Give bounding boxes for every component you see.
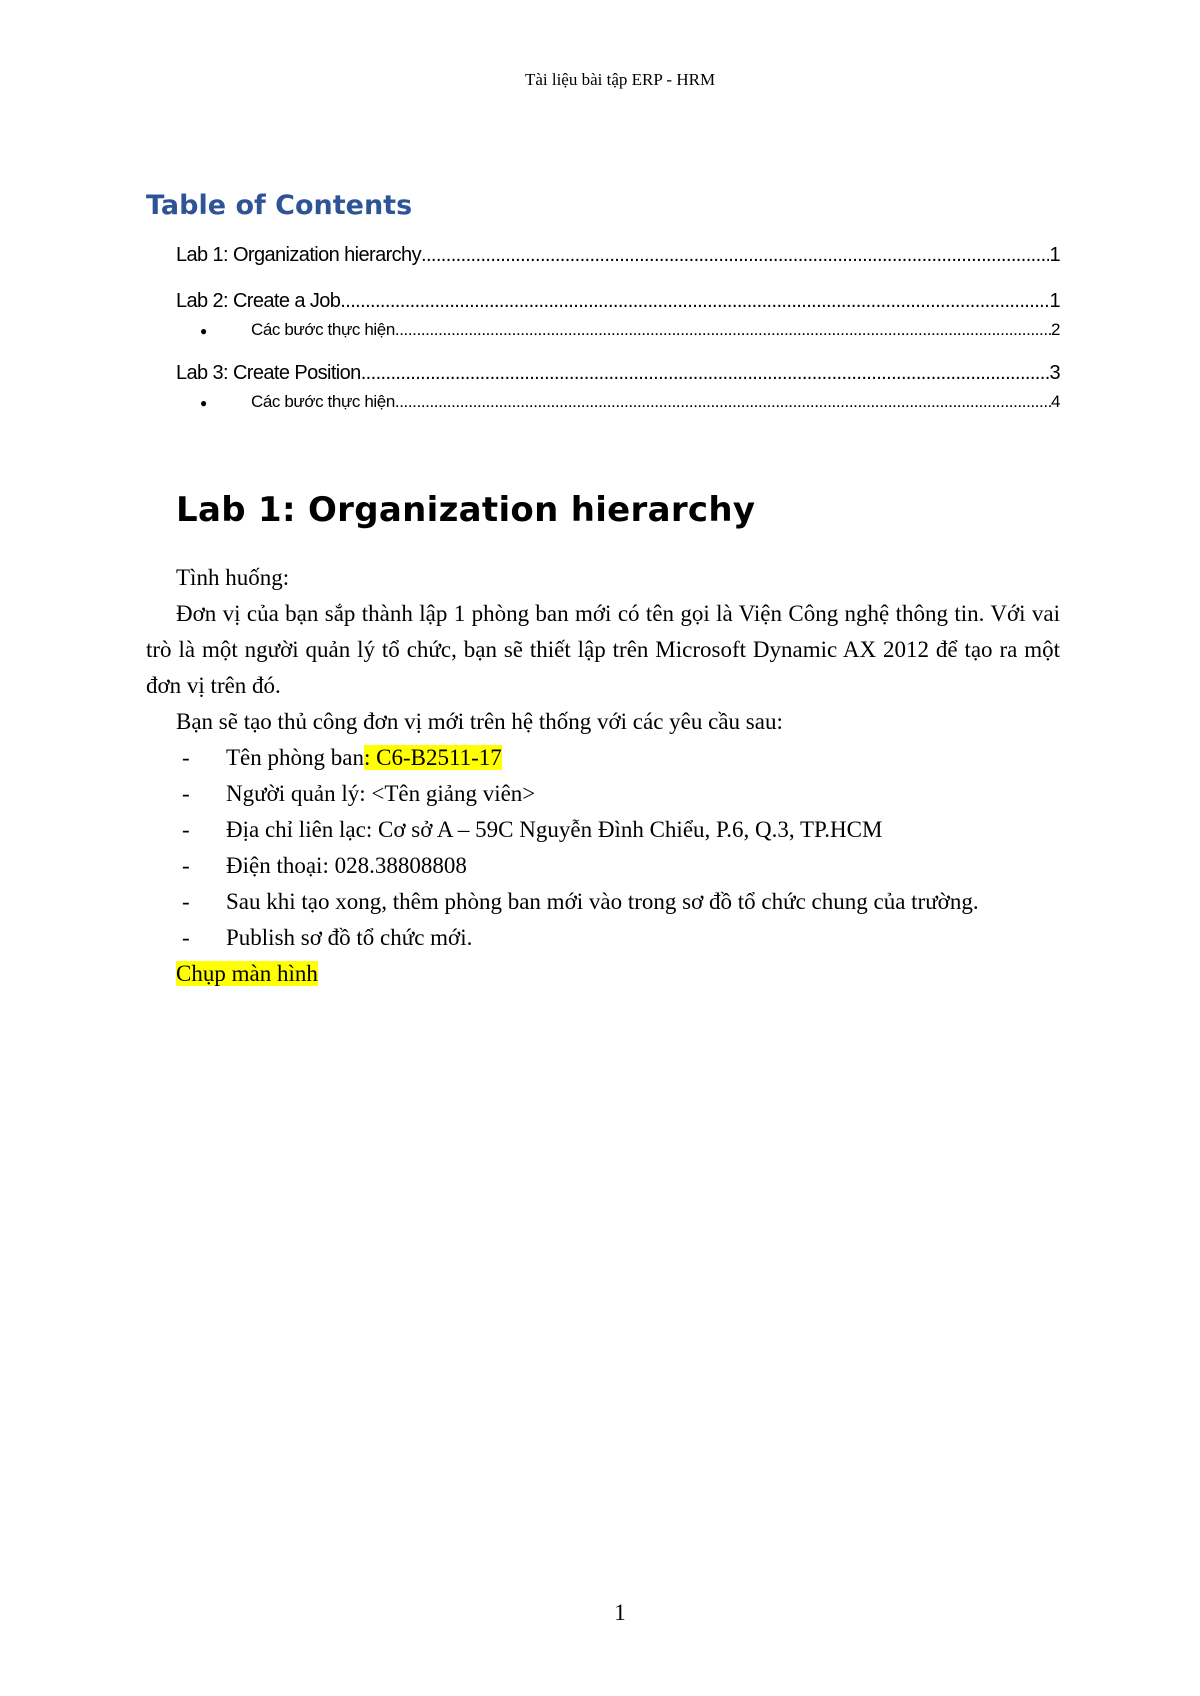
toc-entry-lab3-steps[interactable]	[176, 392, 1060, 418]
publish-item: Publish sơ đồ tổ chức mới.	[226, 925, 473, 950]
toc-entry-lab2[interactable]	[176, 290, 1060, 320]
add-to-chart-item: Sau khi tạo xong, thêm phòng ban mới vào trong sơ đồ tổ chức chung của trường.	[226, 889, 979, 914]
toc-entry-label: Lab 2: Create a Job	[176, 290, 341, 312]
list-item	[182, 884, 1060, 920]
list-item	[182, 920, 1060, 956]
toc-leader-dots	[421, 244, 1049, 267]
page-number: 1	[614, 1600, 626, 1625]
dash-marker: -	[182, 781, 190, 806]
toc-leader-dots	[340, 290, 1049, 313]
phone-item: Điện thoại: 028.38808808	[226, 853, 467, 878]
toc-entry-label: Lab 3: Create Position	[176, 362, 361, 384]
section-heading: Lab 1: Organization hierarchy	[176, 490, 756, 530]
requirements-list	[146, 740, 1060, 956]
toc-entry-page: 1	[1049, 244, 1060, 266]
screenshot-note: Chụp màn hình	[176, 961, 318, 986]
toc-title: Table of Contents	[146, 190, 413, 221]
situation-label: Tình huống:	[176, 565, 290, 590]
toc-entry-label: Lab 1: Organization hierarchy	[176, 244, 421, 266]
toc-entry-page: 2	[1050, 320, 1060, 339]
toc-entry-lab3[interactable]	[176, 362, 1060, 392]
list-item	[182, 740, 1060, 776]
dash-marker: -	[182, 889, 190, 914]
toc-entry-page: 4	[1050, 392, 1060, 411]
dept-value-highlight: : C6-B2511-17	[363, 745, 502, 770]
dash-marker: -	[182, 925, 190, 950]
dept-label: Tên phòng ban	[226, 745, 364, 770]
bullet-icon: ●	[200, 324, 207, 338]
toc-entry-page: 3	[1049, 362, 1060, 384]
toc-leader-dots	[361, 362, 1050, 385]
toc-entry-lab2-steps[interactable]	[176, 320, 1060, 346]
requirements-intro: Bạn sẽ tạo thủ công đơn vị mới trên hệ thống với các yêu cầu sau:	[176, 709, 783, 734]
dash-marker: -	[182, 745, 190, 770]
list-item	[182, 812, 1060, 848]
section-body	[146, 560, 1060, 992]
toc-entry-page: 1	[1049, 290, 1060, 312]
toc-leader-dots	[395, 320, 1051, 340]
toc-leader-dots	[395, 392, 1051, 412]
list-item	[182, 776, 1060, 812]
list-item	[182, 848, 1060, 884]
page-header: Tài liệu bài tập ERP - HRM	[524, 70, 716, 89]
table-of-contents	[176, 244, 1060, 418]
screenshot-note-line	[146, 956, 1060, 992]
toc-entry-label: Các bước thực hiện	[251, 320, 395, 339]
dash-marker: -	[182, 853, 190, 878]
intro-paragraph: Đơn vị của bạn sắp thành lập 1 phòng ban mới có tên gọi là Viện Công nghệ thông tin. Với vai trò là một người quản lý tổ chức, bạn sẽ thiết lập trên Microsoft Dynamic AX 2012 để tạo ra một đơn vị trên đó.	[146, 601, 1060, 698]
toc-entry-label: Các bước thực hiện	[251, 392, 395, 411]
address-item: Địa chỉ liên lạc: Cơ sở A – 59C Nguyễn Đình Chiểu, P.6, Q.3, TP.HCM	[226, 817, 883, 842]
dash-marker: -	[182, 817, 190, 842]
bullet-icon: ●	[200, 396, 207, 410]
manager-item: Người quản lý: <Tên giảng viên>	[226, 781, 536, 806]
toc-entry-lab1[interactable]	[176, 244, 1060, 274]
